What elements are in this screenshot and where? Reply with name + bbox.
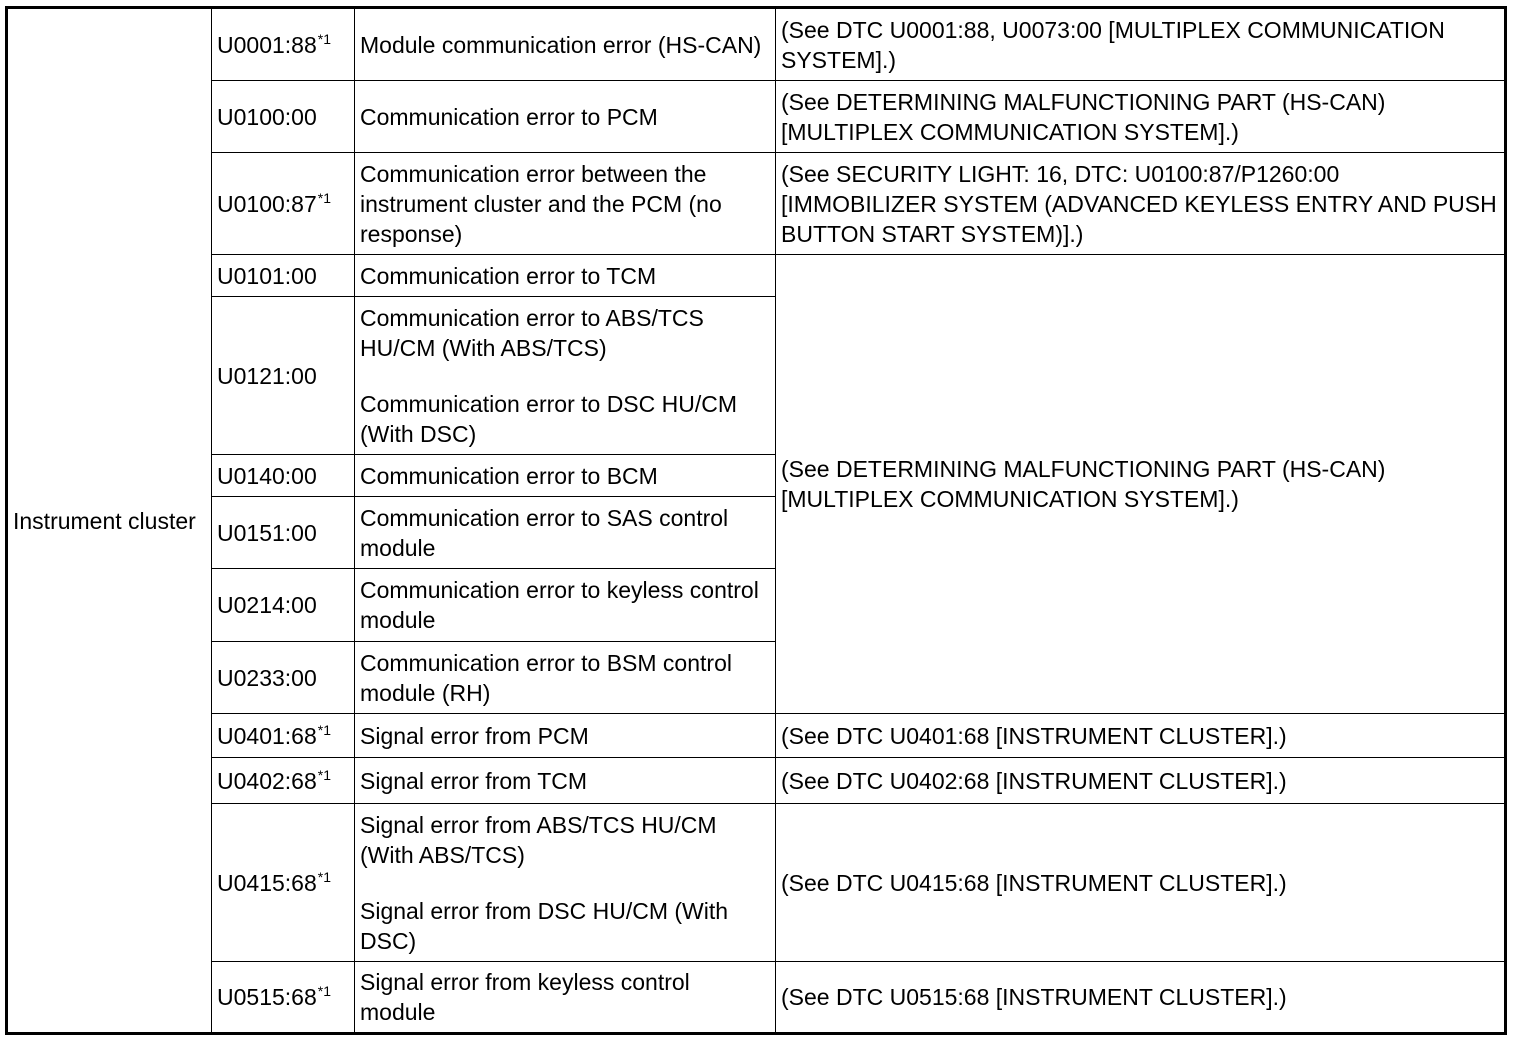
reference-cell: (See DTC U0415:68 [INSTRUMENT CLUSTER].) <box>776 804 1506 962</box>
table-row <box>7 804 1506 962</box>
description-text: Communication error to TCM <box>360 262 657 289</box>
table-row <box>7 962 1506 1034</box>
dtc-code: U0233:00 <box>217 664 317 691</box>
description-text: Communication error to ABS/TCS HU/CM (With ABS/TCS) <box>360 304 704 361</box>
description-text: Communication error between the instrument cluster and the PCM (no response) <box>360 160 722 247</box>
footnote-mark: *1 <box>317 983 331 999</box>
description-text: Signal error from TCM <box>360 767 588 794</box>
dtc-code: U0100:00 <box>217 103 317 130</box>
dtc-code-cell <box>212 962 355 1034</box>
footnote-mark: *1 <box>317 868 331 885</box>
dtc-code-cell <box>212 569 355 642</box>
reference-cell: (See SECURITY LIGHT: 16, DTC: U0100:87/P1260:00 [IMMOBILIZER SYSTEM (ADVANCED KEYLESS ENTRY AND PUSH BUTTON START SYSTEM)].) <box>776 153 1506 255</box>
footnote-mark: *1 <box>317 721 331 738</box>
dtc-code-cell <box>212 8 355 81</box>
description-text: Communication error to DSC HU/CM (With DSC) <box>360 390 738 447</box>
dtc-code: U0402:68 <box>217 767 317 794</box>
reference-cell: (See DTC U0515:68 [INSTRUMENT CLUSTER].) <box>776 962 1506 1034</box>
description-cell <box>355 153 776 255</box>
dtc-code: U0101:00 <box>217 262 317 289</box>
dtc-code: U0515:68 <box>217 984 317 1010</box>
reference-cell: (See DTC U0401:68 [INSTRUMENT CLUSTER].) <box>776 714 1506 758</box>
description-text: Communication error to BCM <box>360 462 658 489</box>
table-row <box>7 81 1506 153</box>
dtc-code-cell <box>212 714 355 758</box>
dtc-code-cell <box>212 804 355 962</box>
description-cell <box>355 758 776 804</box>
description-text: Module communication error (HS-CAN) <box>360 31 762 58</box>
table-row <box>7 153 1506 255</box>
dtc-code: U0121:00 <box>217 362 317 389</box>
footnote-mark: *1 <box>317 766 331 783</box>
dtc-code-cell <box>212 455 355 497</box>
reference-cell: (See DTC U0402:68 [INSTRUMENT CLUSTER].) <box>776 758 1506 804</box>
description-text: Communication error to keyless control module <box>360 577 759 633</box>
dtc-code: U0140:00 <box>217 462 317 489</box>
reference-cell: (See DETERMINING MALFUNCTIONING PART (HS-CAN) [MULTIPLEX COMMUNICATION SYSTEM].) <box>776 255 1506 714</box>
description-cell <box>355 8 776 81</box>
footnote-mark: *1 <box>317 189 331 206</box>
description-text: Communication error to SAS control module <box>360 504 729 561</box>
dtc-code: U0100:87 <box>217 190 317 217</box>
dtc-table <box>5 6 1507 1035</box>
dtc-code-cell <box>212 758 355 804</box>
dtc-code-cell <box>212 297 355 455</box>
footnote-mark: *1 <box>317 30 331 47</box>
module-cell: Instrument cluster <box>7 8 212 1034</box>
dtc-code-cell <box>212 497 355 569</box>
description-text: Communication error to BSM control module (RH) <box>360 649 732 706</box>
reference-cell: (See DTC U0001:88, U0073:00 [MULTIPLEX COMMUNICATION SYSTEM].) <box>776 8 1506 81</box>
description-cell <box>355 455 776 497</box>
description-cell <box>355 569 776 642</box>
table-row <box>7 758 1506 804</box>
dtc-code-cell <box>212 255 355 297</box>
dtc-code: U0001:88 <box>217 31 317 58</box>
dtc-code: U0151:00 <box>217 519 317 546</box>
description-cell <box>355 255 776 297</box>
description-text: Signal error from keyless control module <box>360 969 690 1025</box>
table-row <box>7 255 1506 297</box>
dtc-code-cell <box>212 81 355 153</box>
table-row <box>7 714 1506 758</box>
description-text: Communication error to PCM <box>360 103 658 130</box>
description-text: Signal error from PCM <box>360 722 589 749</box>
dtc-code: U0214:00 <box>217 592 317 618</box>
dtc-code-cell <box>212 153 355 255</box>
description-text: Signal error from DSC HU/CM (With DSC) <box>360 897 729 954</box>
dtc-code-cell <box>212 642 355 714</box>
description-cell <box>355 804 776 962</box>
description-cell <box>355 642 776 714</box>
dtc-code: U0401:68 <box>217 722 317 749</box>
description-text: Signal error from ABS/TCS HU/CM (With ABS/TCS) <box>360 811 717 868</box>
description-cell <box>355 714 776 758</box>
description-cell <box>355 962 776 1034</box>
dtc-code: U0415:68 <box>217 869 317 896</box>
description-cell <box>355 81 776 153</box>
description-cell <box>355 497 776 569</box>
reference-cell: (See DETERMINING MALFUNCTIONING PART (HS-CAN) [MULTIPLEX COMMUNICATION SYSTEM].) <box>776 81 1506 153</box>
description-cell <box>355 297 776 455</box>
table-row <box>7 8 1506 81</box>
